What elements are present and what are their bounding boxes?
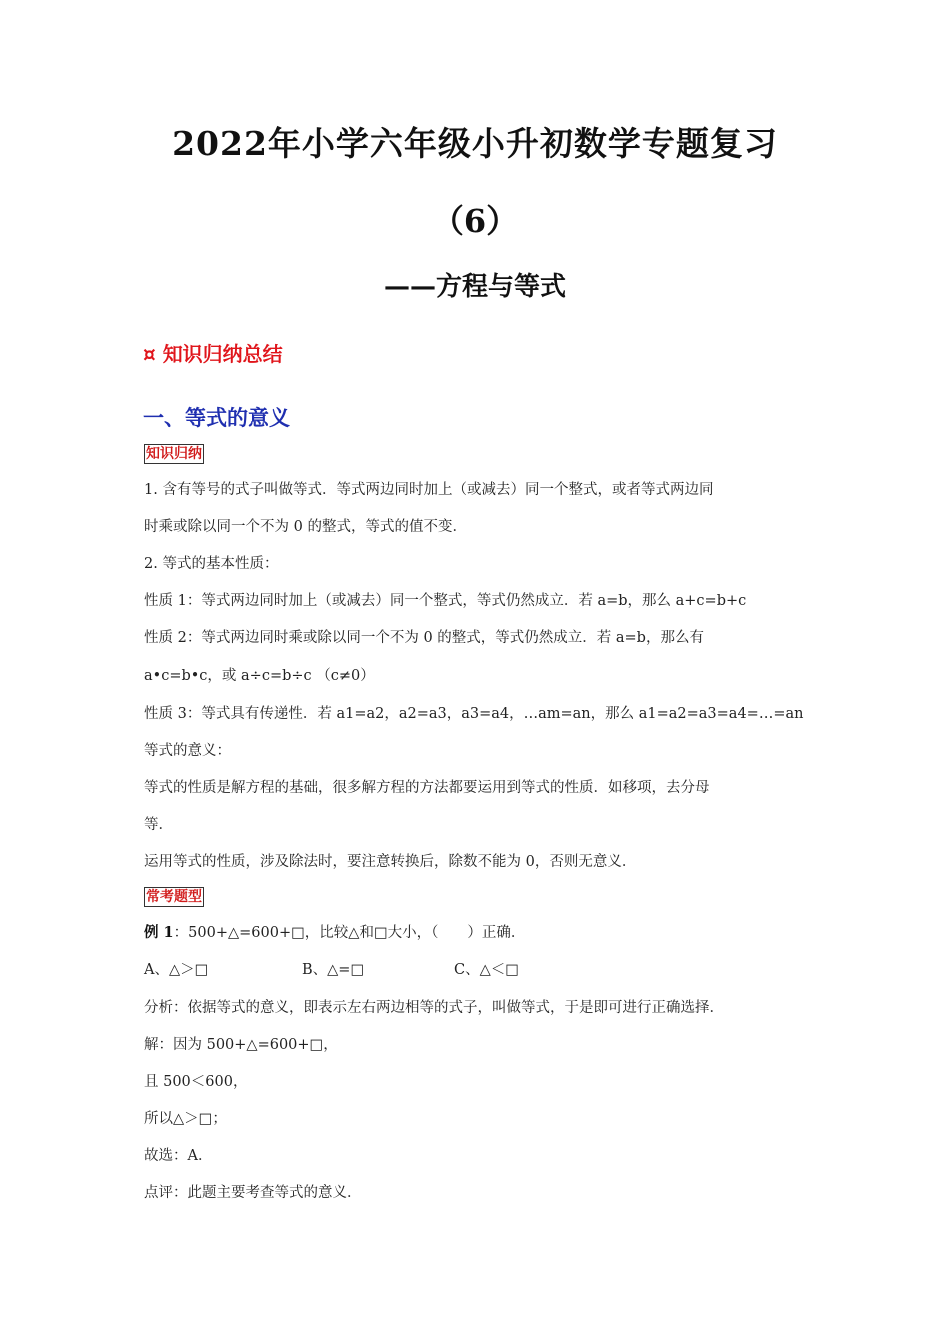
text-line: 性质 2：等式两边同时乘或除以同一个不为 0 的整式，等式仍然成立．若 a=b，那么有 [144, 630, 704, 646]
option-b: B、△=□ [302, 962, 365, 978]
text-line: 等式的意义： [144, 743, 231, 759]
solution-line: 解：因为 500+△=600+□， [144, 1037, 338, 1053]
option-a: A、△＞□ [144, 962, 209, 978]
exam-type-tag: 常考题型 [146, 889, 202, 905]
knowledge-tag: 知识归纳 [146, 446, 202, 462]
text-line: 性质 1：等式两边同时加上（或减去）同一个整式，等式仍然成立．若 a=b，那么 a+c=b+c [144, 593, 747, 609]
section-heading-equation-meaning: 一、等式的意义 [143, 406, 290, 430]
example-options [144, 960, 814, 980]
document-title: 2022年小学六年级小升初数学专题复习 [172, 124, 778, 163]
text-line: 等． [144, 817, 173, 833]
example-question-text: ：500+△=600+□，比较△和□大小，（ ）正确． [173, 925, 526, 941]
example-question [144, 923, 814, 943]
solution-line: 故选：A． [144, 1148, 213, 1164]
solution-line: 所以△＞□； [144, 1111, 227, 1127]
document-subtitle: ——方程与等式 [383, 272, 566, 302]
text-line: 性质 3：等式具有传递性．若 a1=a2，a2=a3，a3=a4，…am=an，那么 a1=a2=a3=a4=…=an [144, 706, 804, 722]
document-title-number: （6） [431, 202, 519, 240]
option-c: C、△＜□ [454, 962, 519, 978]
text-line: 时乘或除以同一个不为 0 的整式，等式的值不变． [144, 519, 467, 535]
text-line: a•c=b•c，或 a÷c=b÷c （c≠0） [144, 668, 375, 684]
text-line: 1. 含有等号的式子叫做等式．等式两边同时加上（或减去）同一个整式，或者等式两边同 [144, 482, 714, 498]
solution-line: 点评：此题主要考查等式的意义． [144, 1185, 362, 1201]
section-knowledge-summary: ¤ 知识归纳总结 [143, 342, 283, 366]
text-line: 运用等式的性质，涉及除法时，要注意转换后，除数不能为 0，否则无意义． [144, 854, 637, 870]
text-line: 等式的性质是解方程的基础，很多解方程的方法都要运用到等式的性质．如移项，去分母 [144, 780, 710, 796]
text-line: 2. 等式的基本性质： [144, 556, 279, 572]
example-analysis: 分析：依据等式的意义，即表示左右两边相等的式子，叫做等式，于是即可进行正确选择． [144, 1000, 724, 1016]
example-label: 例 1 [144, 924, 174, 941]
solution-line: 且 500＜600， [144, 1074, 248, 1090]
